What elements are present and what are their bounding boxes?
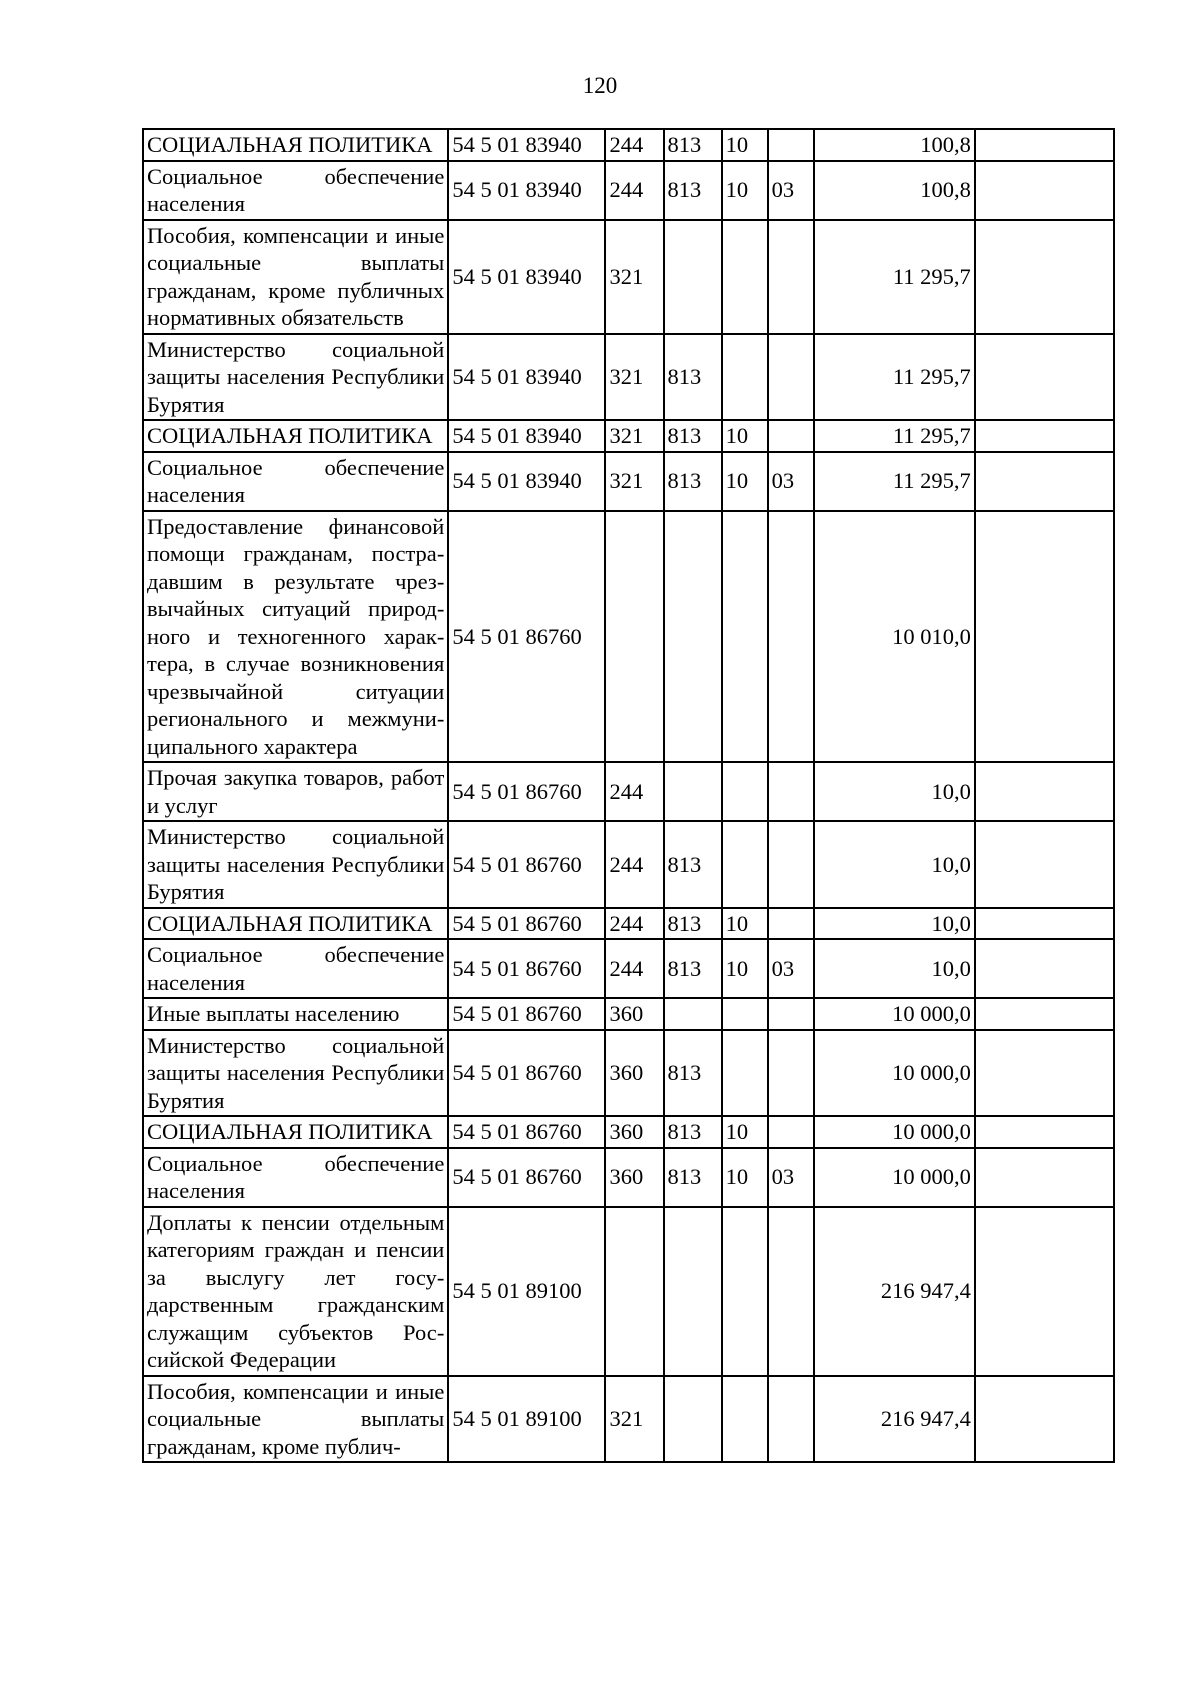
subsection-code-cell (768, 1116, 814, 1148)
amount-cell: 11 295,7 (814, 220, 975, 334)
expense-type-cell (605, 1207, 663, 1376)
amount-cell: 216 947,4 (814, 1207, 975, 1376)
budget-table (142, 128, 1115, 1463)
amount-cell: 10,0 (814, 939, 975, 998)
expense-type-cell: 244 (605, 762, 663, 821)
section-code-cell: 10 (722, 1148, 768, 1207)
administrator-code-cell (664, 511, 722, 763)
amount-cell: 10,0 (814, 762, 975, 821)
page-number: 120 (582, 73, 618, 98)
section-code-cell (722, 762, 768, 821)
administrator-code-cell: 813 (664, 908, 722, 940)
subsection-code-cell: 03 (768, 452, 814, 511)
section-code-cell (722, 1030, 768, 1117)
table-row (143, 1148, 1114, 1207)
table-row (143, 511, 1114, 763)
subsection-code-cell (768, 1376, 814, 1463)
table-row (143, 998, 1114, 1030)
table-row (143, 939, 1114, 998)
amount-cell: 10,0 (814, 821, 975, 908)
row-name-cell: Социальное обеспечение населения (143, 939, 448, 998)
target-article-code-cell: 54 5 01 83940 (448, 334, 605, 421)
administrator-code-cell: 813 (664, 420, 722, 452)
target-article-code-cell: 54 5 01 86760 (448, 1116, 605, 1148)
administrator-code-cell: 813 (664, 452, 722, 511)
expense-type-cell: 244 (605, 821, 663, 908)
target-article-code-cell: 54 5 01 86760 (448, 821, 605, 908)
administrator-code-cell (664, 1207, 722, 1376)
target-article-code-cell: 54 5 01 83940 (448, 452, 605, 511)
table-row (143, 334, 1114, 421)
amount-cell: 11 295,7 (814, 334, 975, 421)
administrator-code-cell: 813 (664, 161, 722, 220)
section-code-cell: 10 (722, 420, 768, 452)
empty-cell (975, 762, 1114, 821)
row-name-cell: Иные выплаты населению (143, 998, 448, 1030)
empty-cell (975, 1148, 1114, 1207)
table-row (143, 220, 1114, 334)
section-code-cell: 10 (722, 452, 768, 511)
subsection-code-cell (768, 511, 814, 763)
row-name-cell: Предоставление финансовой помощи гражданам, пострадавшим в результате чрезвычайных ситуаций природного и техногенного характера, в случае возникновения чрезвычайной ситуации регионального и межмуниципального характера (143, 511, 448, 763)
row-name-cell: Социальное обеспечение населения (143, 161, 448, 220)
empty-cell (975, 998, 1114, 1030)
expense-type-cell: 360 (605, 1116, 663, 1148)
amount-cell: 11 295,7 (814, 420, 975, 452)
section-code-cell (722, 821, 768, 908)
expense-type-cell: 244 (605, 908, 663, 940)
section-code-cell: 10 (722, 908, 768, 940)
expense-type-cell: 244 (605, 161, 663, 220)
amount-cell: 11 295,7 (814, 452, 975, 511)
administrator-code-cell (664, 220, 722, 334)
row-name-cell: Доплаты к пенсии отдельным категориям граждан и пенсии за выслугу лет государственным гражданским служащим субъектов Российской Федерации (143, 1207, 448, 1376)
section-code-cell (722, 220, 768, 334)
amount-cell: 10 000,0 (814, 1148, 975, 1207)
table-row (143, 908, 1114, 940)
subsection-code-cell (768, 334, 814, 421)
administrator-code-cell: 813 (664, 334, 722, 421)
empty-cell (975, 1116, 1114, 1148)
empty-cell (975, 821, 1114, 908)
section-code-cell (722, 334, 768, 421)
table-row (143, 1207, 1114, 1376)
amount-cell: 10,0 (814, 908, 975, 940)
target-article-code-cell: 54 5 01 86760 (448, 762, 605, 821)
table-row (143, 821, 1114, 908)
amount-cell: 100,8 (814, 161, 975, 220)
table-row (143, 1030, 1114, 1117)
expense-type-cell: 321 (605, 420, 663, 452)
amount-cell: 10 000,0 (814, 1116, 975, 1148)
empty-cell (975, 161, 1114, 220)
empty-cell (975, 1030, 1114, 1117)
empty-cell (975, 511, 1114, 763)
expense-type-cell: 321 (605, 220, 663, 334)
section-code-cell (722, 1207, 768, 1376)
target-article-code-cell: 54 5 01 86760 (448, 998, 605, 1030)
empty-cell (975, 452, 1114, 511)
row-name-cell: СОЦИАЛЬНАЯ ПОЛИТИКА (143, 420, 448, 452)
target-article-code-cell: 54 5 01 86760 (448, 511, 605, 763)
expense-type-cell: 360 (605, 998, 663, 1030)
empty-cell (975, 908, 1114, 940)
section-code-cell: 10 (722, 129, 768, 161)
administrator-code-cell: 813 (664, 821, 722, 908)
table-row (143, 762, 1114, 821)
row-name-cell: СОЦИАЛЬНАЯ ПОЛИТИКА (143, 129, 448, 161)
row-name-cell: Социальное обеспечение населения (143, 1148, 448, 1207)
administrator-code-cell: 813 (664, 1116, 722, 1148)
target-article-code-cell: 54 5 01 86760 (448, 908, 605, 940)
expense-type-cell: 321 (605, 452, 663, 511)
target-article-code-cell: 54 5 01 83940 (448, 161, 605, 220)
amount-cell: 10 000,0 (814, 1030, 975, 1117)
empty-cell (975, 220, 1114, 334)
empty-cell (975, 939, 1114, 998)
subsection-code-cell: 03 (768, 161, 814, 220)
administrator-code-cell: 813 (664, 1030, 722, 1117)
empty-cell (975, 334, 1114, 421)
subsection-code-cell: 03 (768, 939, 814, 998)
administrator-code-cell (664, 762, 722, 821)
row-name-cell: Пособия, компенсации и иные социальные выплаты гражданам, кроме публич- (143, 1376, 448, 1463)
subsection-code-cell (768, 420, 814, 452)
empty-cell (975, 420, 1114, 452)
administrator-code-cell: 813 (664, 1148, 722, 1207)
amount-cell: 10 000,0 (814, 998, 975, 1030)
administrator-code-cell: 813 (664, 129, 722, 161)
amount-cell: 100,8 (814, 129, 975, 161)
row-name-cell: Министерство социальной защиты населения Республики Бурятия (143, 1030, 448, 1117)
expense-type-cell: 321 (605, 1376, 663, 1463)
amount-cell: 10 010,0 (814, 511, 975, 763)
row-name-cell: СОЦИАЛЬНАЯ ПОЛИТИКА (143, 908, 448, 940)
expense-type-cell: 321 (605, 334, 663, 421)
expense-type-cell: 244 (605, 129, 663, 161)
section-code-cell (722, 998, 768, 1030)
expense-type-cell: 360 (605, 1030, 663, 1117)
empty-cell (975, 1207, 1114, 1376)
target-article-code-cell: 54 5 01 86760 (448, 939, 605, 998)
administrator-code-cell: 813 (664, 939, 722, 998)
row-name-cell: Министерство социальной защиты населения Республики Бурятия (143, 334, 448, 421)
row-name-cell: Пособия, компенсации и иные социальные выплаты гражданам, кроме публичных нормативных обязательств (143, 220, 448, 334)
table-body (143, 129, 1114, 1462)
section-code-cell (722, 1376, 768, 1463)
expense-type-cell (605, 511, 663, 763)
expense-type-cell: 244 (605, 939, 663, 998)
table-row (143, 161, 1114, 220)
target-article-code-cell: 54 5 01 86760 (448, 1148, 605, 1207)
row-name-cell: СОЦИАЛЬНАЯ ПОЛИТИКА (143, 1116, 448, 1148)
table-row (143, 420, 1114, 452)
row-name-cell: Социальное обеспечение населения (143, 452, 448, 511)
table-row (143, 1376, 1114, 1463)
table-row (143, 452, 1114, 511)
target-article-code-cell: 54 5 01 83940 (448, 420, 605, 452)
subsection-code-cell (768, 1207, 814, 1376)
target-article-code-cell: 54 5 01 83940 (448, 220, 605, 334)
expense-type-cell: 360 (605, 1148, 663, 1207)
row-name-cell: Министерство социальной защиты населения Республики Бурятия (143, 821, 448, 908)
target-article-code-cell: 54 5 01 89100 (448, 1376, 605, 1463)
administrator-code-cell (664, 1376, 722, 1463)
section-code-cell: 10 (722, 1116, 768, 1148)
empty-cell (975, 1376, 1114, 1463)
target-article-code-cell: 54 5 01 83940 (448, 129, 605, 161)
subsection-code-cell: 03 (768, 1148, 814, 1207)
administrator-code-cell (664, 998, 722, 1030)
subsection-code-cell (768, 762, 814, 821)
subsection-code-cell (768, 998, 814, 1030)
subsection-code-cell (768, 821, 814, 908)
empty-cell (975, 129, 1114, 161)
subsection-code-cell (768, 129, 814, 161)
subsection-code-cell (768, 908, 814, 940)
table-row (143, 1116, 1114, 1148)
table-row (143, 129, 1114, 161)
target-article-code-cell: 54 5 01 86760 (448, 1030, 605, 1117)
amount-cell: 216 947,4 (814, 1376, 975, 1463)
section-code-cell (722, 511, 768, 763)
section-code-cell: 10 (722, 939, 768, 998)
subsection-code-cell (768, 220, 814, 334)
section-code-cell: 10 (722, 161, 768, 220)
row-name-cell: Прочая закупка товаров, работ и услуг (143, 762, 448, 821)
target-article-code-cell: 54 5 01 89100 (448, 1207, 605, 1376)
subsection-code-cell (768, 1030, 814, 1117)
